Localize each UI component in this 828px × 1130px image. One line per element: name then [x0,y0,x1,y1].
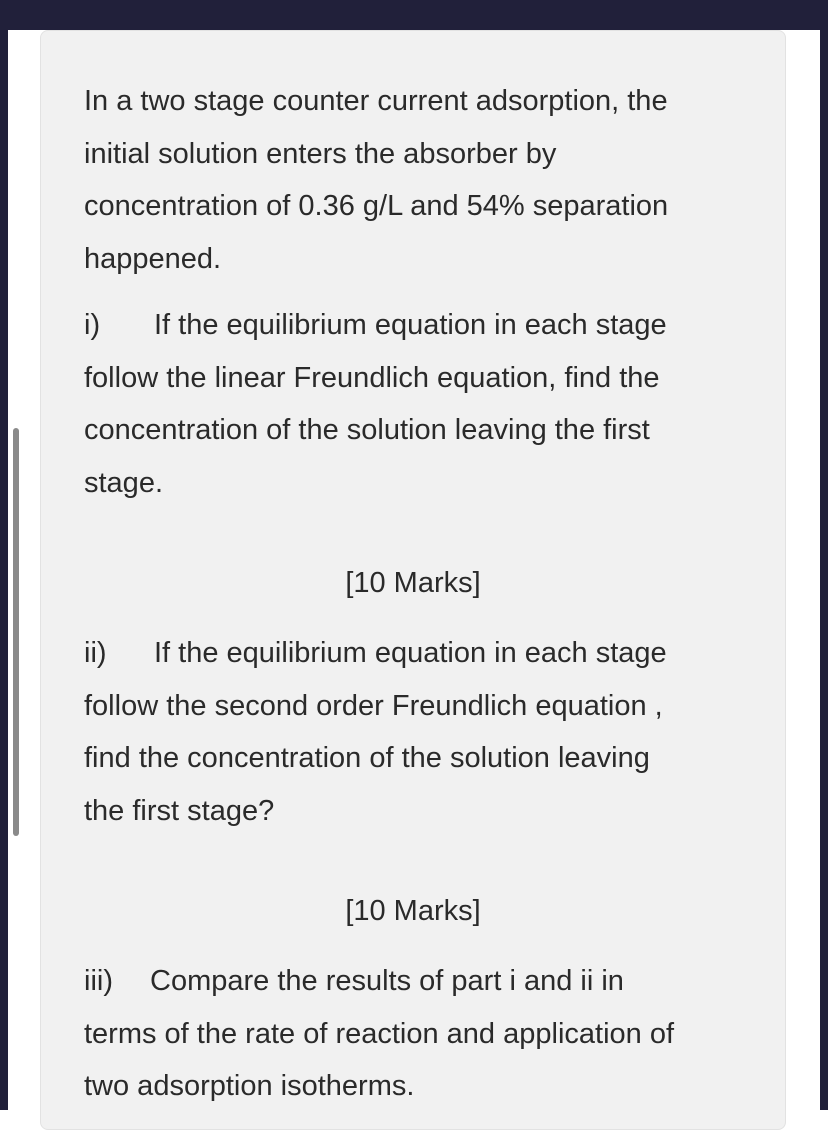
part-iii-line: two adsorption isotherms. [84,1070,415,1102]
intro-line: In a two stage counter current adsorption, the [84,85,668,117]
part-ii-line: follow the second order Freundlich equation , [84,689,663,722]
part-iii-number: iii) [84,965,113,997]
part-i-line: stage. [84,466,163,499]
part-ii [84,627,764,837]
part-ii-number: ii) [84,637,107,669]
part-i [84,299,764,509]
part-iii-line: terms of the rate of reaction and application of [84,1017,675,1050]
part-iii-line [84,955,764,1008]
intro-line: happened. [84,242,222,275]
top-bar [0,0,828,30]
scrollbar[interactable] [13,428,19,836]
intro-paragraph [84,75,764,285]
right-border [820,0,828,1110]
part-ii-line: find the concentration of the solution leaving [84,742,650,774]
left-border [0,0,8,1110]
part-i-line: concentration of the solution leaving the first [84,414,650,446]
part-i-line: follow the linear Freundlich equation, find the [84,361,660,394]
part-ii-line: the first stage? [84,794,275,827]
part-i-text: If the equilibrium equation in each stage [154,309,667,341]
part-ii-marks: [10 Marks] [345,895,481,927]
part-iii [84,955,764,1113]
part-i-number: i) [84,309,101,341]
part-ii-line [84,627,764,680]
part-iii-text: Compare the results of part i and ii in [150,965,624,997]
part-ii-text: If the equilibrium equation in each stage [154,637,667,669]
part-i-marks: [10 Marks] [345,567,481,599]
intro-line: concentration of 0.36 g/L and 54% separation [84,190,669,222]
part-i-line [84,299,764,352]
intro-line: initial solution enters the absorber by [84,137,557,170]
